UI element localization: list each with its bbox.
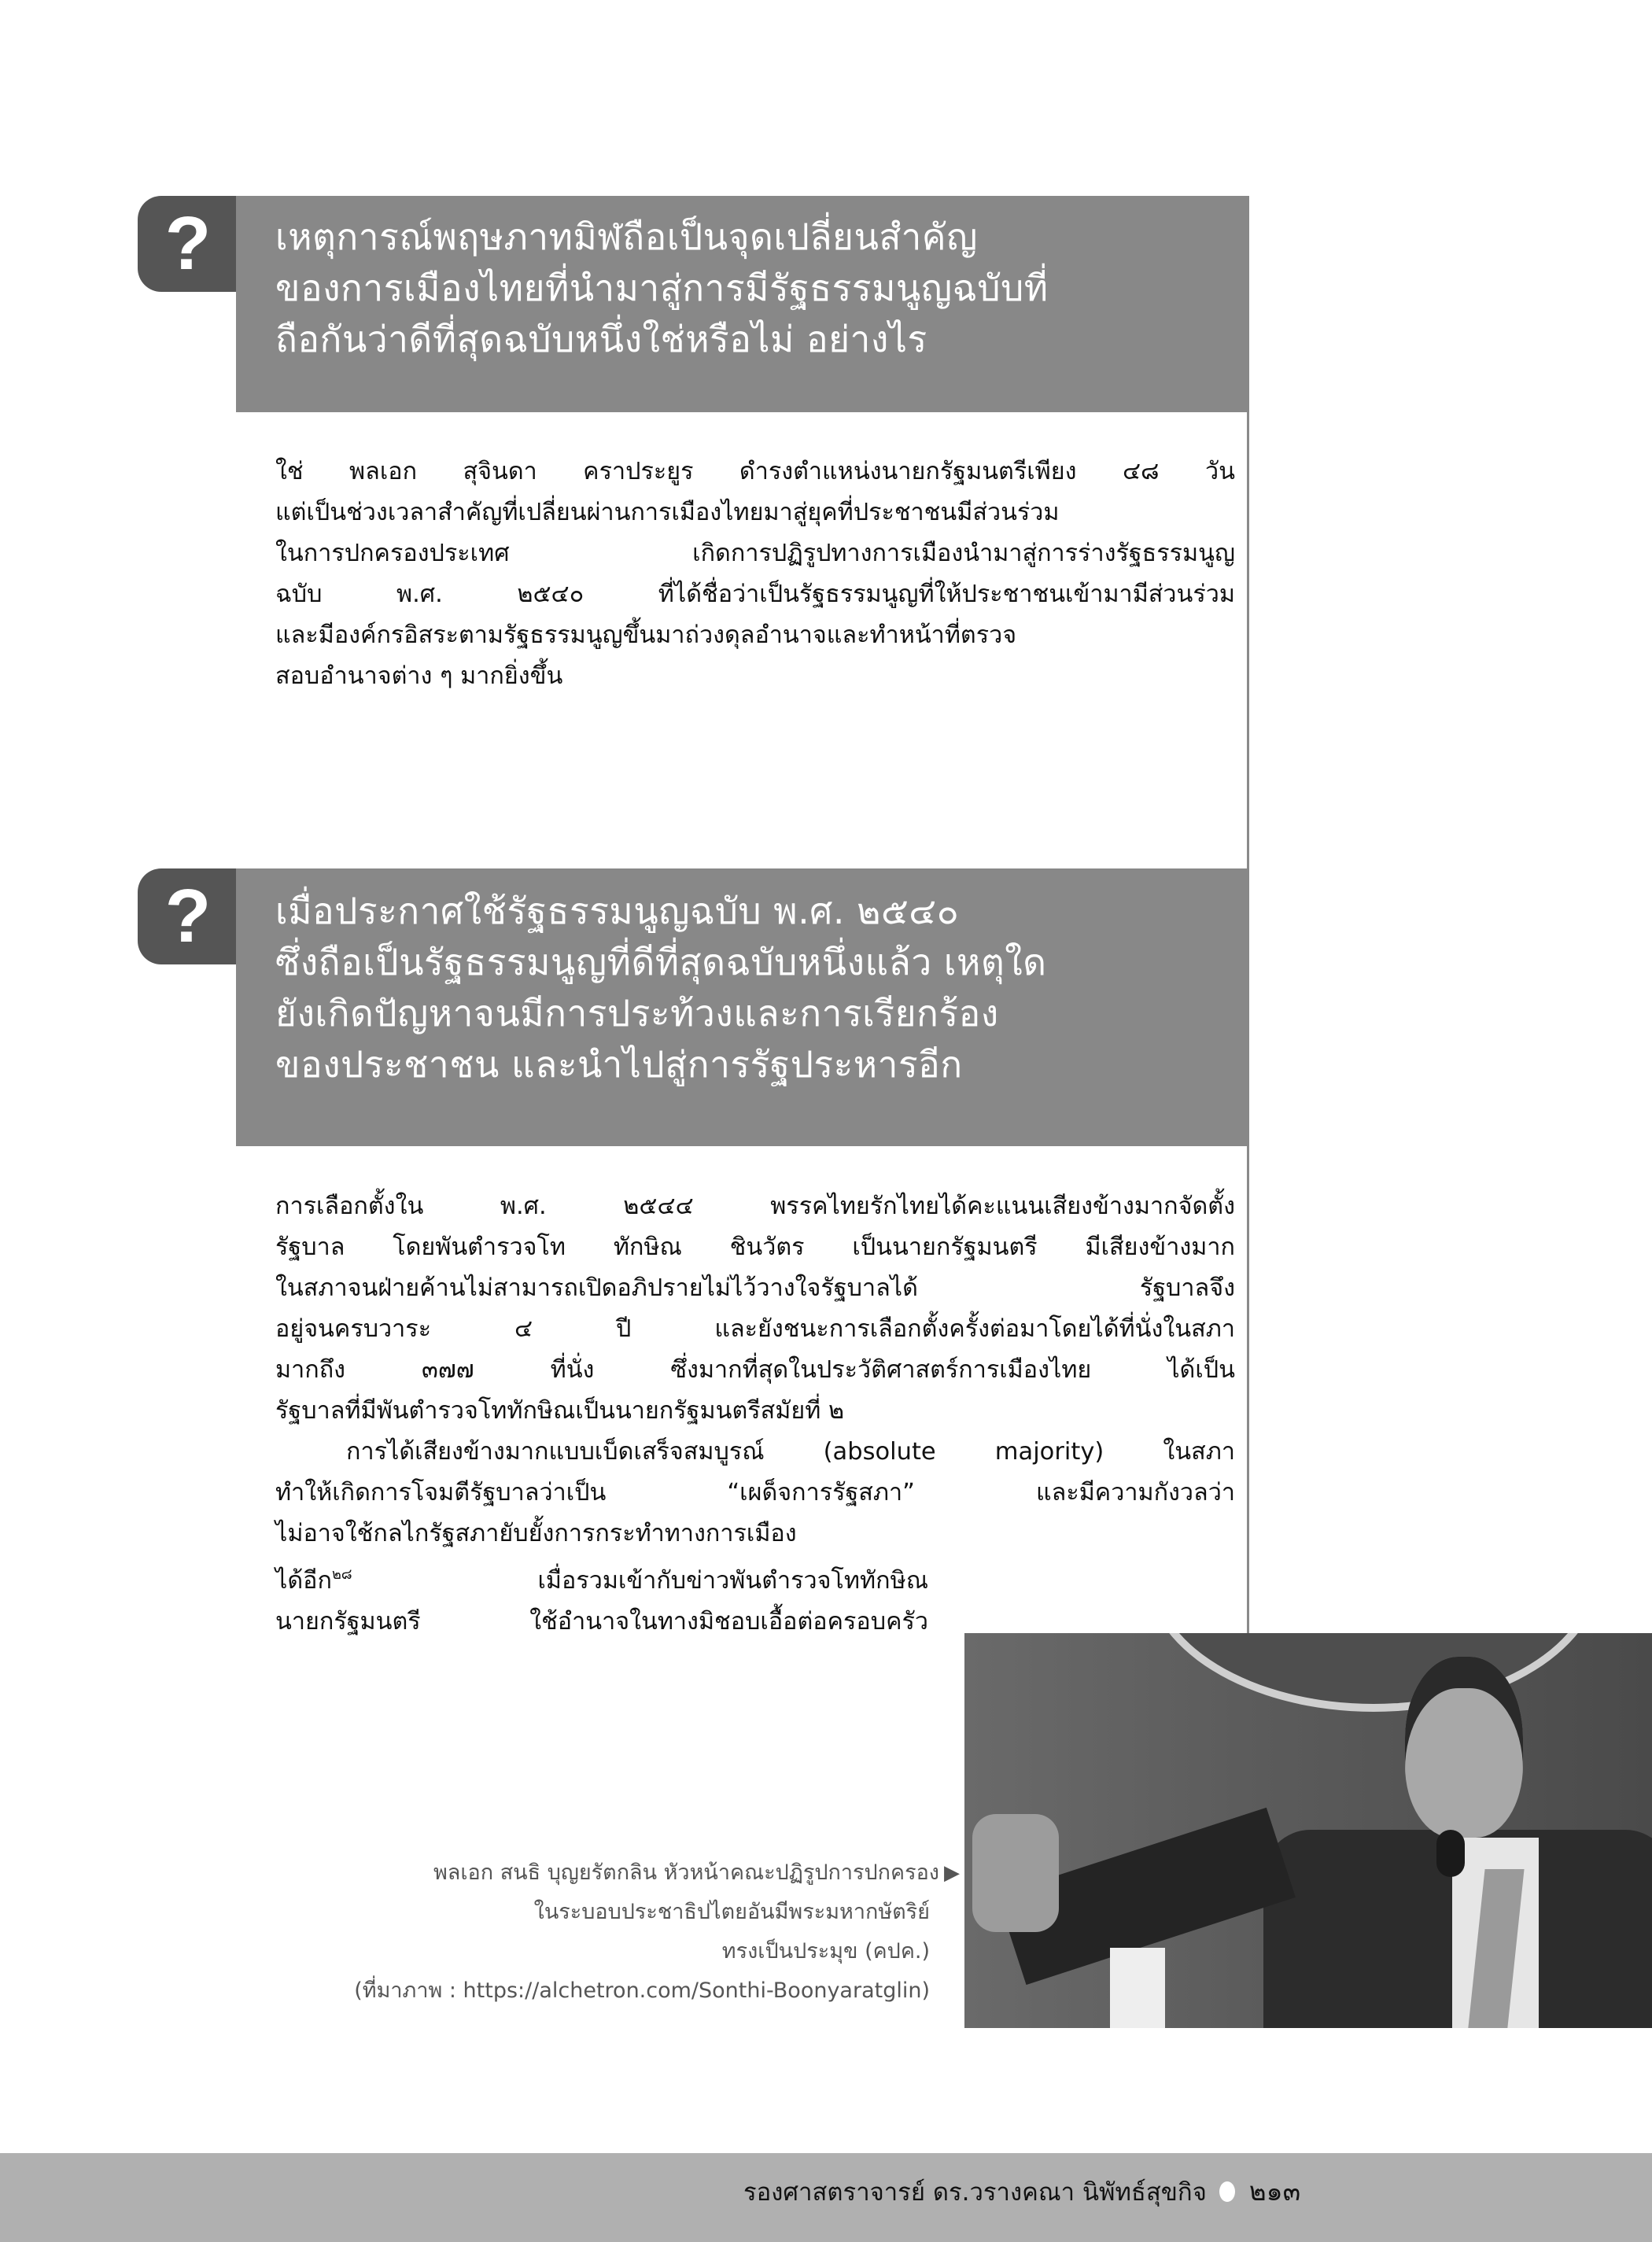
question-line: ยังเกิดปัญหาจนมีการประท้วงและการเรียกร้อง xyxy=(275,992,999,1034)
answer-line: และมีองค์กรอิสระตามรัฐธรรมนูญขึ้นมาถ่วงดุลอำนาจและทำหน้าที่ตรวจ xyxy=(275,621,1017,649)
caption-line: ในระบอบประชาธิปไตยอันมีพระมหากษัตริย์ xyxy=(533,1900,930,1924)
answer-line: ใช่ พลเอก สุจินดา คราประยูร ดำรงตำแหน่งนายกรัฐมนตรีเพียง ๔๘ วัน xyxy=(275,458,1235,485)
divider-line xyxy=(1247,1146,1249,1633)
divider-line xyxy=(1247,412,1249,868)
answer-line: อยู่จนครบวาระ ๔ ปี และยังชนะการเลือกตั้งครั้งต่อมาโดยได้ที่นั่งในสภา xyxy=(275,1315,1235,1343)
arrow-right-icon: ▶ xyxy=(944,1861,960,1885)
answer-2 xyxy=(275,1186,1235,1643)
answer-line xyxy=(275,1554,928,1602)
caption-line xyxy=(283,1853,960,1893)
answer-line: มากถึง ๓๗๗ ที่นั่ง ซึ่งมากที่สุดในประวัติศาสตร์การเมืองไทย ได้เป็น xyxy=(275,1356,1235,1384)
photo-hand xyxy=(972,1814,1059,1932)
question-line: ของประชาชน และนำไปสู่การรัฐประหารอีก xyxy=(275,1043,963,1086)
page-number: ๒๑๓ xyxy=(1248,2176,1301,2207)
question-header-2 xyxy=(236,868,1249,1146)
photo-mic-label xyxy=(1110,1948,1165,2028)
text-fragment: ได้อีก xyxy=(275,1567,332,1595)
footer-author: รองศาสตราจารย์ ดร.วรางคณา นิพัทธ์สุขกิจ xyxy=(743,2177,1207,2207)
caption-source: (ที่มาภาพ : https://alchetron.com/Sonthi-Boonyaratglin) xyxy=(354,1978,930,2003)
photo-head xyxy=(1405,1657,1523,1838)
question-line: เหตุการณ์พฤษภาทมิฬถือเป็นจุดเปลี่ยนสำคัญ xyxy=(275,216,978,258)
footer-content xyxy=(743,2170,1300,2212)
photo-microphone xyxy=(1436,1830,1465,1877)
answer-line: รัฐบาล โดยพันตำรวจโท ทักษิณ ชินวัตร เป็นนายกรัฐมนตรี มีเสียงข้างมาก xyxy=(275,1233,1235,1261)
answer-line: รัฐบาลที่มีพันตำรวจโททักษิณเป็นนายกรัฐมนตรีสมัยที่ ๒ xyxy=(275,1397,845,1425)
caption-text: พลเอก สนธิ บุญยรัตกลิน หัวหน้าคณะปฏิรูปการปกครอง xyxy=(433,1860,939,1885)
answer-line: การได้เสียงข้างมากแบบเบ็ดเสร็จสมบูรณ์ (absolute majority) ในสภา xyxy=(346,1438,1235,1466)
photo-sonthi xyxy=(964,1633,1652,2028)
footnote-ref[interactable]: ๒๘ xyxy=(331,1566,352,1583)
question-icon: ? xyxy=(138,196,238,292)
question-icon: ? xyxy=(138,868,238,964)
question-line: เมื่อประกาศใช้รัฐธรรมนูญฉบับ พ.ศ. ๒๕๔๐ xyxy=(275,890,960,932)
answer-line: ในสภาจนฝ่ายค้านไม่สามารถเปิดอภิปรายไม่ไว้วางใจรัฐบาลได้ รัฐบาลจึง xyxy=(275,1274,1235,1302)
answer-line: แต่เป็นช่วงเวลาสำคัญที่เปลี่ยนผ่านการเมืองไทยมาสู่ยุคที่ประชาชนมีส่วนร่วม xyxy=(275,499,1060,526)
answer-line: การเลือกตั้งใน พ.ศ. ๒๕๔๔ พรรคไทยรักไทยได้คะแนนเสียงข้างมากจัดตั้ง xyxy=(275,1193,1235,1220)
question-line: ถือกันว่าดีที่สุดฉบับหนึ่งใช่หรือไม่ อย่างไร xyxy=(275,318,927,360)
answer-line: ไม่อาจใช้กลไกรัฐสภายับยั้งการกระทำทางการเมือง xyxy=(275,1520,797,1547)
answer-line: นายกรัฐมนตรี ใช้อำนาจในทางมิชอบเอื้อต่อครอบครัว xyxy=(275,1608,928,1635)
bullet-dot-icon xyxy=(1219,2181,1235,2202)
answer-line: ทำให้เกิดการโจมตีรัฐบาลว่าเป็น “เผด็จการรัฐสภา” และมีความกังวลว่า xyxy=(275,1479,1235,1506)
text-fragment: เมื่อรวมเข้ากับข่าวพันตำรวจโททักษิณ xyxy=(352,1567,928,1595)
page-footer xyxy=(0,2153,1652,2242)
answer-line: สอบอำนาจต่าง ๆ มากยิ่งขึ้น xyxy=(275,662,563,690)
answer-1 xyxy=(275,452,1235,697)
question-header-1 xyxy=(236,196,1249,412)
photo-background-emblem xyxy=(1145,1633,1602,1712)
caption-line: ทรงเป็นประมุข (คปค.) xyxy=(721,1939,930,1964)
answer-line: ฉบับ พ.ศ. ๒๕๔๐ ที่ได้ชื่อว่าเป็นรัฐธรรมนูญที่ให้ประชาชนเข้ามามีส่วนร่วม xyxy=(275,581,1235,608)
answer-line: ในการปกครองประเทศ เกิดการปฏิรูปทางการเมืองนำมาสู่การร่างรัฐธรรมนูญ xyxy=(275,540,1235,567)
question-line: ของการเมืองไทยที่นำมาสู่การมีรัฐธรรมนูญฉบับที่ xyxy=(275,267,1049,309)
question-line: ซึ่งถือเป็นรัฐธรรมนูญที่ดีที่สุดฉบับหนึ่งแล้ว เหตุใด xyxy=(275,941,1047,983)
photo-caption xyxy=(283,1853,960,2011)
